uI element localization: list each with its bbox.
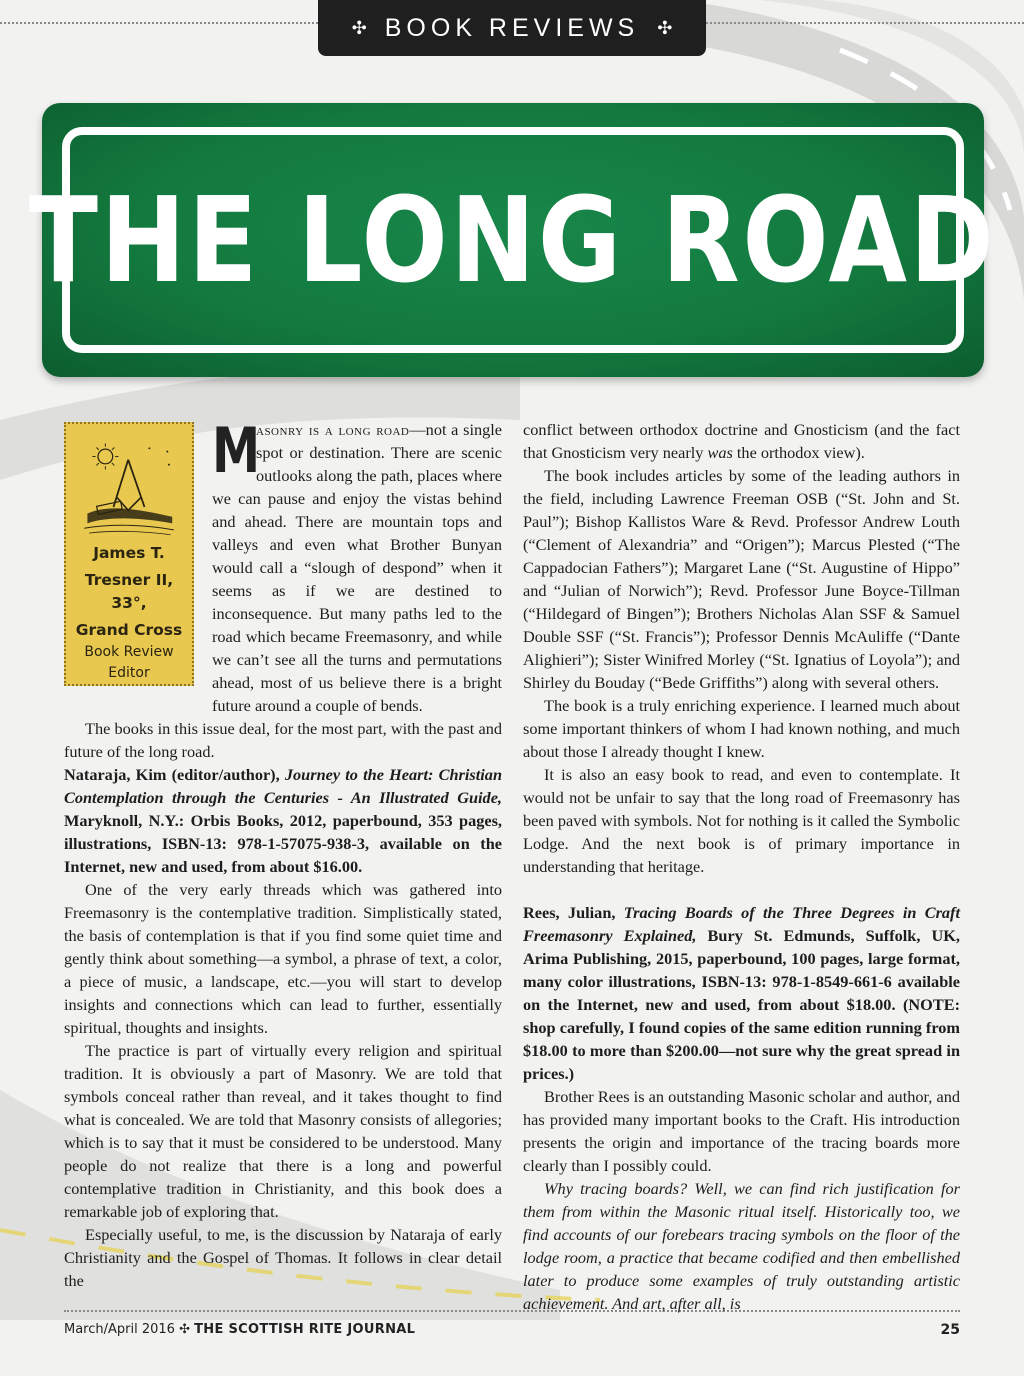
top-dotted-rule-left: [0, 22, 318, 24]
intro-text: —not a single spot or destination. There are scenic outlooks along the path, places where we can pause and enjoy the vistas behind and ahead. There are mountain tops and valleys and even what Brother Bunyan would call a “slough of despond” when it seems as if we are destined to inconsequence. But many paths led to the road which became Freemasonry, and while we can’t see all the turns and permutations ahead, most of us believe there is a bright future around a couple of bends.: [212, 420, 502, 715]
editor-name-line-2: Tresner II, 33°,: [84, 571, 174, 612]
review-2-quote: Why tracing boards? Well, we can find rich justification for them from within the Masonic ritual itself. Historically too, we find accounts of our forebears tracing symbols on the floor of the lodge room, a practice that became codified and then embellished later to produce some examples of truly outstanding artistic achievement. And art, after all, is: [523, 1179, 960, 1313]
review-1-paragraph-6: The book is a truly enriching experience. I learned much about some important thinkers of whom I had known nothing, and much about those I already thought I knew.: [523, 696, 960, 761]
page-title: THE LONG ROAD: [29, 171, 997, 309]
drop-cap: M: [212, 414, 261, 487]
review-1-author: Nataraja, Kim (editor/author),: [64, 765, 280, 784]
road-sign-border: [29, 127, 997, 353]
review-2-paragraph-1: Brother Rees is an outstanding Masonic scholar and author, and has provided many important books to the Craft. His introduction presents the origin and importance of the tracing boards more clearly than I possibly could.: [523, 1087, 960, 1175]
page-footer: [64, 1322, 960, 1342]
editor-name-line-3: Grand Cross: [75, 621, 183, 639]
right-column: [523, 418, 960, 1315]
ornament-cross-icon: ✣: [351, 17, 367, 38]
review-1-paragraph-4: [523, 418, 960, 464]
section-header-tab: [318, 0, 706, 56]
footer-issue: March/April 2016: [64, 1322, 175, 1337]
footer-left: [64, 1322, 415, 1337]
review-2-title: Tracing Boards of the Three Degrees in Craft Freemasonry Explained,: [523, 903, 960, 945]
ornament-cross-icon: ✣: [179, 1322, 190, 1337]
review-2-citation: [523, 901, 960, 1085]
review-1-paragraph-3: Especially useful, to me, is the discussion by Nataraja of early Christianity and the Gospel of Thomas. It follows in clear detail the: [64, 1225, 502, 1290]
editor-role-line-1: Book Review: [84, 644, 174, 660]
review-1-details: Maryknoll, N.Y.: Orbis Books, 2012, paperbound, 353 pages, illustrations, ISBN-13: 978-1-57075-938-3, available on the Internet, new and used, from about $16.00.: [64, 811, 502, 876]
top-dotted-rule-right: [706, 22, 1024, 24]
intro-paragraph-2: The books in this issue deal, for the most part, with the past and future of the long road.: [64, 719, 502, 761]
review-1-p4-text: conflict between orthodox doctrine and Gnosticism (and the fact that Gnosticism very nearly: [523, 420, 960, 462]
sun-icon: [92, 443, 118, 469]
masonic-emblem-icon: [70, 432, 188, 538]
editor-byline-box: [64, 422, 194, 686]
review-1-citation: [64, 763, 502, 878]
intro-lead: asonry is a long road: [256, 420, 410, 439]
ornament-cross-icon: ✣: [657, 17, 673, 38]
review-1-paragraph-7: It is also an easy book to read, and even to contemplate. It would not be unfair to say that the long road of Freemasonry has been paved with symbols. Not for nothing is it called the Symbolic Lodge. And the next book is of primary importance in understanding that heritage.: [523, 765, 960, 876]
page-number: 25: [940, 1322, 960, 1338]
moon-icon: [148, 447, 170, 466]
review-1-paragraph-5: The book includes articles by some of the leading authors in the field, including Lawrence Freeman OSB (“St. John and St. Paul”); Bishop Kallistos Ware & Revd. Professor Andrew Louth (“Clement of Alexandria” and “Origen”); Marcus Plested (“The Cappadocian Fathers”); Margaret Lane (“St. Augustine of Hippo” and “Julian of Norwich”); Revd. Professor June Boyce-Tillman (“Hildegard of Bingen”); Brothers Nicholas Alan SSF & Samuel Double SSF (“St. Francis”); Professor Dennis McAuliffe (“Dante Alighieri”); Sister Winifred Morley (“St. Ignatius of Loyola”); and Shirley du Bouday (“Bede Griffiths”) along with several others.: [523, 466, 960, 692]
review-1-p4-emphasis: was: [707, 443, 733, 462]
editor-role-line-2: Editor: [108, 665, 150, 681]
road-sign-banner: [29, 103, 997, 377]
editor-name-line-1: James T.: [93, 544, 165, 562]
footer-journal: THE SCOTTISH RITE JOURNAL: [194, 1322, 416, 1337]
review-1-paragraph-1: One of the very early threads which was gathered into Freemasonry is the contemplative tradition. Simplistically stated, the basis of contemplation is that if you find some quiet time and gently think about something—a symbol, a phrase of text, a color, a piece of music, a landscape, etc.—you will start to develop insights and connections which can lead to further, essentially spiritual, thoughts and insights.: [64, 880, 502, 1037]
review-1-paragraph-2: The practice is part of virtually every religion and spiritual tradition. It is obviously a part of Masonry. We are told that symbols conceal rather than reveal, and it takes thought to find what is concealed. We are told that Masonry consists of allegories; which is to say that it must be considered to be understood. Many people do not realize that there is a long and powerful contemplative tradition in Christianity, and this book does a remarkable job of exploring that.: [64, 1041, 502, 1221]
review-2-author: Rees, Julian,: [523, 903, 616, 922]
review-1-p4-text-end: the orthodox view).: [732, 443, 865, 462]
section-label: BOOK REVIEWS: [384, 13, 640, 42]
review-1-title: Journey to the Heart: Christian Contemplation through the Centuries - An Illustrated Guide,: [64, 765, 502, 807]
review-2-details: Bury St. Edmunds, Suffolk, UK, Arima Publishing, 2015, paperbound, 100 pages, large format, many color illustrations, ISBN-13: 978-1-8549-661-6 available on the Internet, new and used, from about $18.00. (NOTE: shop carefully, I found copies of the same edition running from $18.00 to more than $200.00—not sure why the great spread in prices.): [523, 926, 960, 1083]
